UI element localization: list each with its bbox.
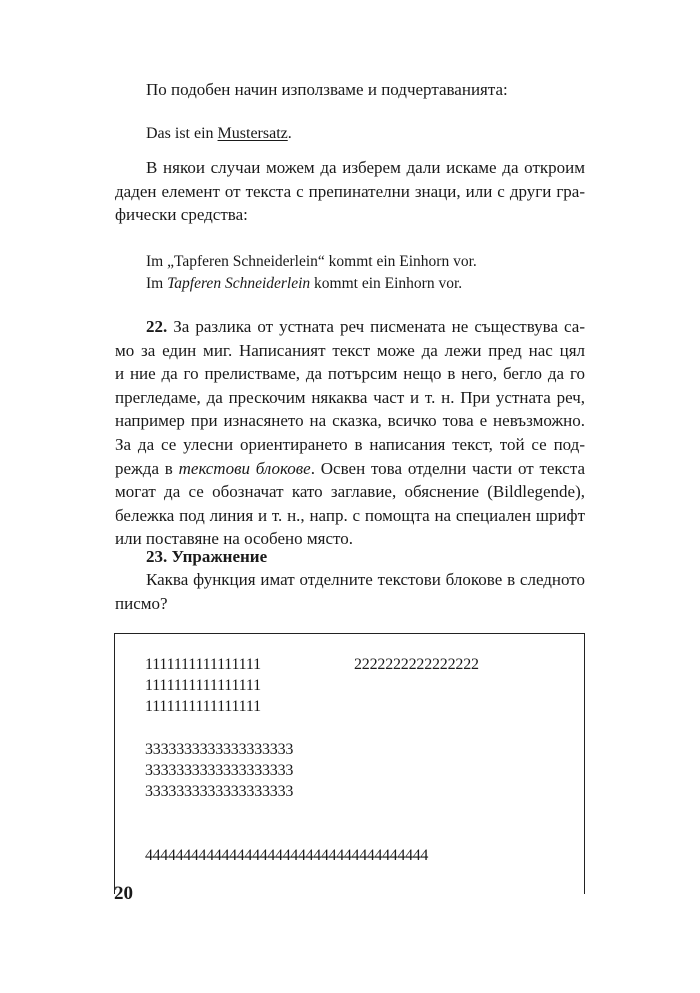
choice-paragraph <box>115 156 585 227</box>
paragraph-line: прегледаме, да прескочим някаква част и т. н. При устната реч, <box>115 387 585 407</box>
example-italic-prefix: Im <box>146 275 168 292</box>
block-2-line: 2222222222222222 <box>354 656 479 673</box>
paragraph-line: За да се улесни ориентирането в написания текст, той се под- <box>115 434 585 454</box>
page-number: 20 <box>114 883 133 904</box>
example-italic <box>146 273 462 295</box>
section-23-question <box>115 568 585 615</box>
paragraph-line: например при изнасянето на сказка, всичко това е невъзможно. <box>115 411 585 431</box>
block-3-line: 3333333333333333333 <box>145 741 294 758</box>
example-italic-suffix: kommt ein Einhorn vor. <box>310 275 463 292</box>
block-3-line: 3333333333333333333 <box>145 783 294 800</box>
section-number: 22. <box>146 317 168 336</box>
paragraph-line: фически средства: <box>115 205 248 225</box>
section-23-heading: 23. Упражнение <box>146 547 268 566</box>
paragraph-line: могат да се обозначат като заглавие, обяснение (Bildlegende), <box>115 482 585 502</box>
section-22-paragraph <box>115 315 585 551</box>
paragraph-line: или поставяне на особено място. <box>115 529 353 549</box>
underline-example-suffix: . <box>287 125 292 142</box>
block-4-line: 4444444444444444444444444444444444444 <box>145 847 429 864</box>
paragraph-line: и ние да го прелистваме, да потърсим нещо в него, бегло да го <box>115 364 585 384</box>
paragraph-line: мо за един миг. Написаният текст може да лежи пред нас цял <box>115 340 585 360</box>
underline-example-prefix: Das ist ein <box>146 125 218 142</box>
underlined-word: Mustersatz <box>217 125 288 142</box>
italic-title: Tapferen Schneiderlein <box>167 275 311 292</box>
paragraph-line: 22. За разлика от устната реч писмената не съществува са- <box>146 317 585 336</box>
block-1-line: 1111111111111111 <box>145 656 261 673</box>
paragraph-line: даден елемент от текста с препинателни знаци, или с други гра- <box>115 181 585 201</box>
question-line: Каква функция имат отделните текстови блокове в следното <box>146 570 585 589</box>
block-3-line: 3333333333333333333 <box>145 762 294 779</box>
paragraph-line: бележка под линия и т. н., напр. с помощта на специален шрифт <box>115 505 585 525</box>
underline-example <box>146 123 292 145</box>
paragraph-line: режда в текстови блокове. Освен това отделни части от текста <box>115 458 585 478</box>
block-1-line: 1111111111111111 <box>145 698 261 715</box>
question-line: писмо? <box>115 593 168 613</box>
example-quotes: Im „Tapferen Schneiderlein“ kommt ein Einhorn vor. <box>146 253 477 270</box>
italic-term: текстови блокове <box>178 458 311 478</box>
block-1-line: 1111111111111111 <box>145 677 261 694</box>
intro-line: По подобен начин използваме и подчертаванията: <box>146 80 508 99</box>
paragraph-line: В някои случаи можем да изберем дали искаме да откроим <box>146 158 585 177</box>
